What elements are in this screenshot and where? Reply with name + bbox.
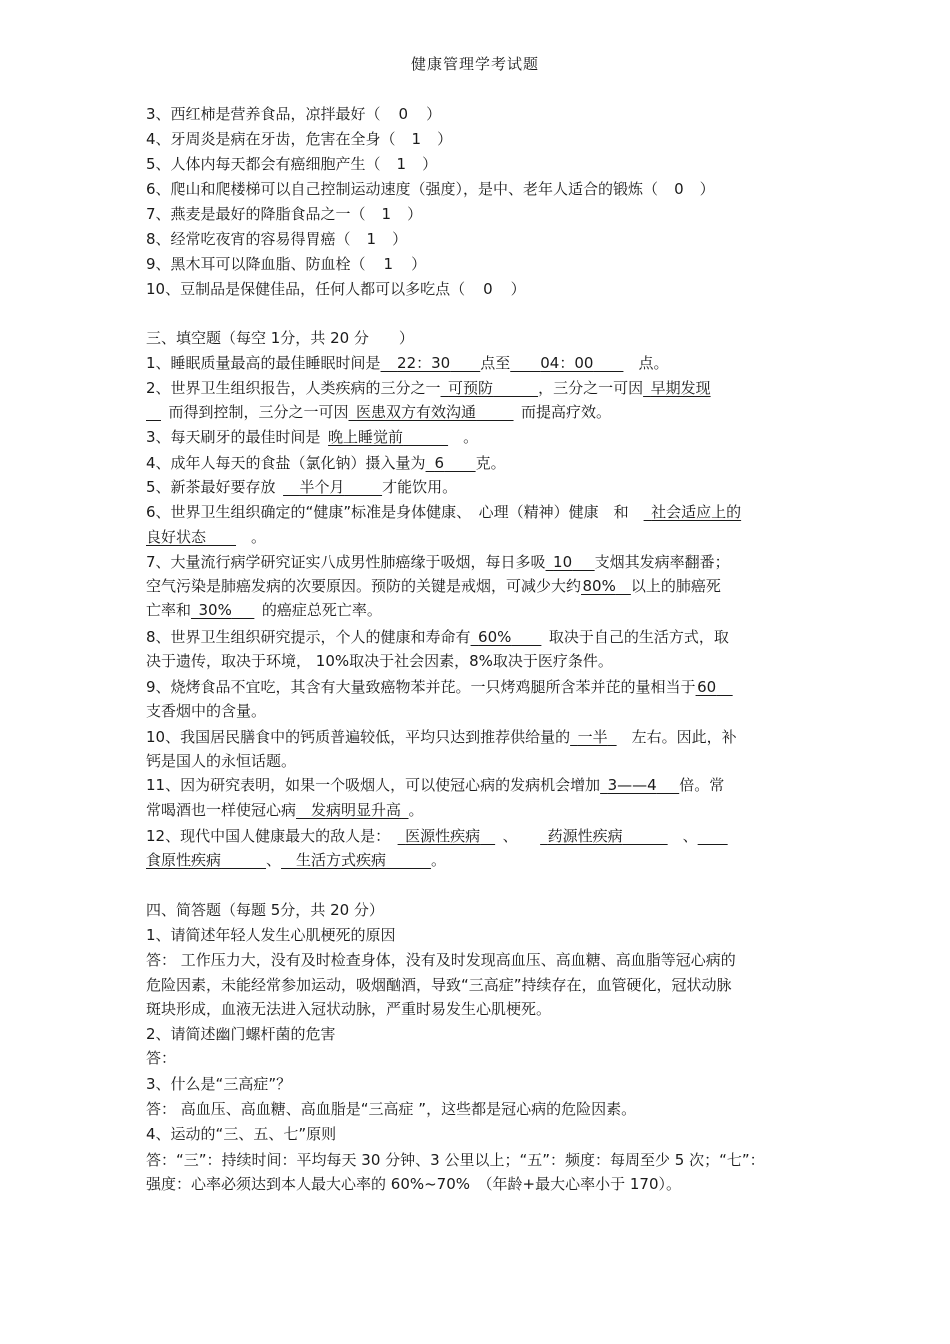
answer-line: 答： <box>146 1049 177 1067</box>
fill-answer: 一半 <box>577 728 608 746</box>
fill-question: 8、世界卫生组织研究提示，个人的健康和寿命有 60% 取决于自己的生活方式，取 <box>146 628 729 646</box>
document-body <box>146 0 822 1344</box>
short-question: 2、请简述幽门螺杆菌的危害 <box>146 1025 336 1043</box>
fill-answer: 60 <box>697 678 717 696</box>
fill-answer: 22：30 <box>397 354 451 372</box>
fill-answer: 早期发现 <box>650 379 711 397</box>
fill-answer: 医源性疾病 <box>405 827 481 845</box>
fill-question-continued: 亡率和 30% 的癌症总死亡率。 <box>146 601 382 619</box>
fill-answer: 30% <box>198 601 232 619</box>
answer-line: 危险因素，未能经常参加运动，吸烟酗酒，导致“三高症”持续存在，血管硬化，冠状动脉 <box>146 976 732 994</box>
fill-question: 2、世界卫生组织报告，人类疾病的三分之一 可预防 ，三分之一可因 早期发现 <box>146 379 711 397</box>
section-heading: 四、简答题（每题 5分，共 20 分） <box>146 901 384 919</box>
fill-answer: 食原性疾病 <box>146 851 222 869</box>
answer-line: 答：“三”：持续时间：平均每天 30 分钟、3 公里以上；“五”：频度：每周至少 5 次；“七”： <box>146 1151 765 1169</box>
fill-question: 5、新茶最好要存放 半个月 才能饮用。 <box>146 478 458 496</box>
fill-answer: 发病明显升高 <box>311 801 402 819</box>
fill-question-continued: 决于遗传，取决于环境， 10%取决于社会因素，8%取决于医疗条件。 <box>146 652 613 670</box>
fill-answer: 医患双方有效沟通 <box>356 403 477 421</box>
fill-question-continued: 支香烟中的含量。 <box>146 702 267 720</box>
judgment-item: 6、爬山和爬楼梯可以自己控制运动速度（强度），是中、老年人适合的锻炼（ 0 ） <box>146 177 822 201</box>
fill-question: 4、成年人每天的食盐（氯化钠）摄入量为 6 克。 <box>146 454 506 472</box>
fill-answer: 3——4 <box>607 776 657 794</box>
answer-line: 斑块形成，血液无法进入冠状动脉，严重时易发生心肌梗死。 <box>146 1000 552 1018</box>
fill-question-continued: 食原性疾病 、 生活方式疾病 。 <box>146 851 447 869</box>
judgment-answer: 1 <box>411 130 422 148</box>
judgment-item: 10、豆制品是保健佳品，任何人都可以多吃点（ 0 ） <box>146 277 822 301</box>
fill-question: 3、每天刷牙的最佳时间是 晚上睡觉前 。 <box>146 428 479 446</box>
fill-answer: 药源性疾病 <box>547 827 623 845</box>
fill-answer: 10 <box>553 553 573 571</box>
short-question: 1、请简述年轻人发生心肌梗死的原因 <box>146 926 396 944</box>
judgment-answer: 1 <box>383 255 394 273</box>
fill-question-continued: 而得到控制，三分之一可因 医患双方有效沟通 而提高疗效。 <box>168 403 612 421</box>
short-question: 4、运动的“三、五、七”原则 <box>146 1125 337 1143</box>
fill-question-continued: 钙是国人的永恒话题。 <box>146 752 297 770</box>
fill-question: 12、现代中国人健康最大的敌人是： 医源性疾病 、 药源性疾病 、 <box>146 827 698 845</box>
fill-question: 6、世界卫生组织确定的“健康”标准是身体健康、 心理（精神）健康 和 社会适应上的 <box>146 503 742 521</box>
fill-question: 9、烧烤食品不宜吃，其含有大量致癌物苯并芘。一只烤鸡腿所含苯并芘的量相当于 60 <box>146 675 822 699</box>
fill-answer: 生活方式疾病 <box>296 851 387 869</box>
judgment-answer: 0 <box>674 180 684 198</box>
fill-question-continued: 常喝酒也一样使冠心病 发病明显升高 。 <box>146 801 424 819</box>
judgment-item: 7、燕麦是最好的降脂食品之一（ 1 ） <box>146 202 822 226</box>
fill-answer: 6 <box>434 454 445 472</box>
judgment-answer: 1 <box>366 230 377 248</box>
judgment-answer: 0 <box>398 105 409 123</box>
fill-question: 10、我国居民膳食中的钙质普遍较低，平均只达到推荐供给量的 一半 左右。因此，补 <box>146 728 737 746</box>
fill-question-continued: 空气污染是肺癌发病的次要原因。预防的关键是戒烟，可减少大约 80% 以上的肺癌死 <box>146 577 721 595</box>
section-heading: 三、填空题（每空 1分，共 20 分 ） <box>146 329 414 347</box>
judgment-item: 3、西红柿是营养食品，凉拌最好（ 0 ） <box>146 102 822 126</box>
judgment-answer: 1 <box>381 205 392 223</box>
fill-answer: 良好状态 <box>146 528 207 546</box>
judgment-answer: 1 <box>396 155 407 173</box>
judgment-answer: 0 <box>483 280 493 298</box>
fill-question: 1、睡眠质量最高的最佳睡眠时间是 22：30 点至 04：00 点。 <box>146 354 669 372</box>
answer-line: 强度：心率必须达到本人最大心率的 60%~70% （年龄+最大心率小于 170）。 <box>146 1175 681 1193</box>
judgment-item: 5、人体内每天都会有癌细胞产生（ 1 ） <box>146 152 822 176</box>
judgment-item: 4、牙周炎是病在牙齿，危害在全身（ 1 ） <box>146 127 822 151</box>
fill-answer: 可预防 <box>448 379 494 397</box>
fill-question-continued: 良好状态 。 <box>146 528 267 546</box>
fill-answer: 晚上睡觉前 <box>328 428 404 446</box>
fill-answer: 80% <box>582 577 616 595</box>
page-title: 健康管理学考试题 <box>410 55 539 73</box>
fill-question: 11、因为研究表明，如果一个吸烟人，可以使冠心病的发病机会增加 3——4 倍。常 <box>146 776 725 794</box>
fill-answer: 半个月 <box>299 478 345 496</box>
fill-answer: 社会适应上的 <box>651 503 742 521</box>
judgment-item: 9、黑木耳可以降血脂、防血栓（ 1 ） <box>146 252 822 276</box>
fill-answer: 04：00 <box>540 354 594 372</box>
judgment-item: 8、经常吃夜宵的容易得胃癌（ 1 ） <box>146 227 822 251</box>
answer-line: 答： 高血压、高血糖、高血脂是“三高症 ”，这些都是冠心病的危险因素。 <box>146 1100 637 1118</box>
answer-line: 答： 工作压力大，没有及时检查身体，没有及时发现高血压、高血糖、高血脂等冠心病的 <box>146 951 736 969</box>
short-question: 3、什么是“三高症”？ <box>146 1075 292 1093</box>
fill-answer: 60% <box>478 628 512 646</box>
fill-question: 7、大量流行病学研究证实八成男性肺癌缘于吸烟，每日多吸 10 支烟其发病率翻番； <box>146 553 730 571</box>
